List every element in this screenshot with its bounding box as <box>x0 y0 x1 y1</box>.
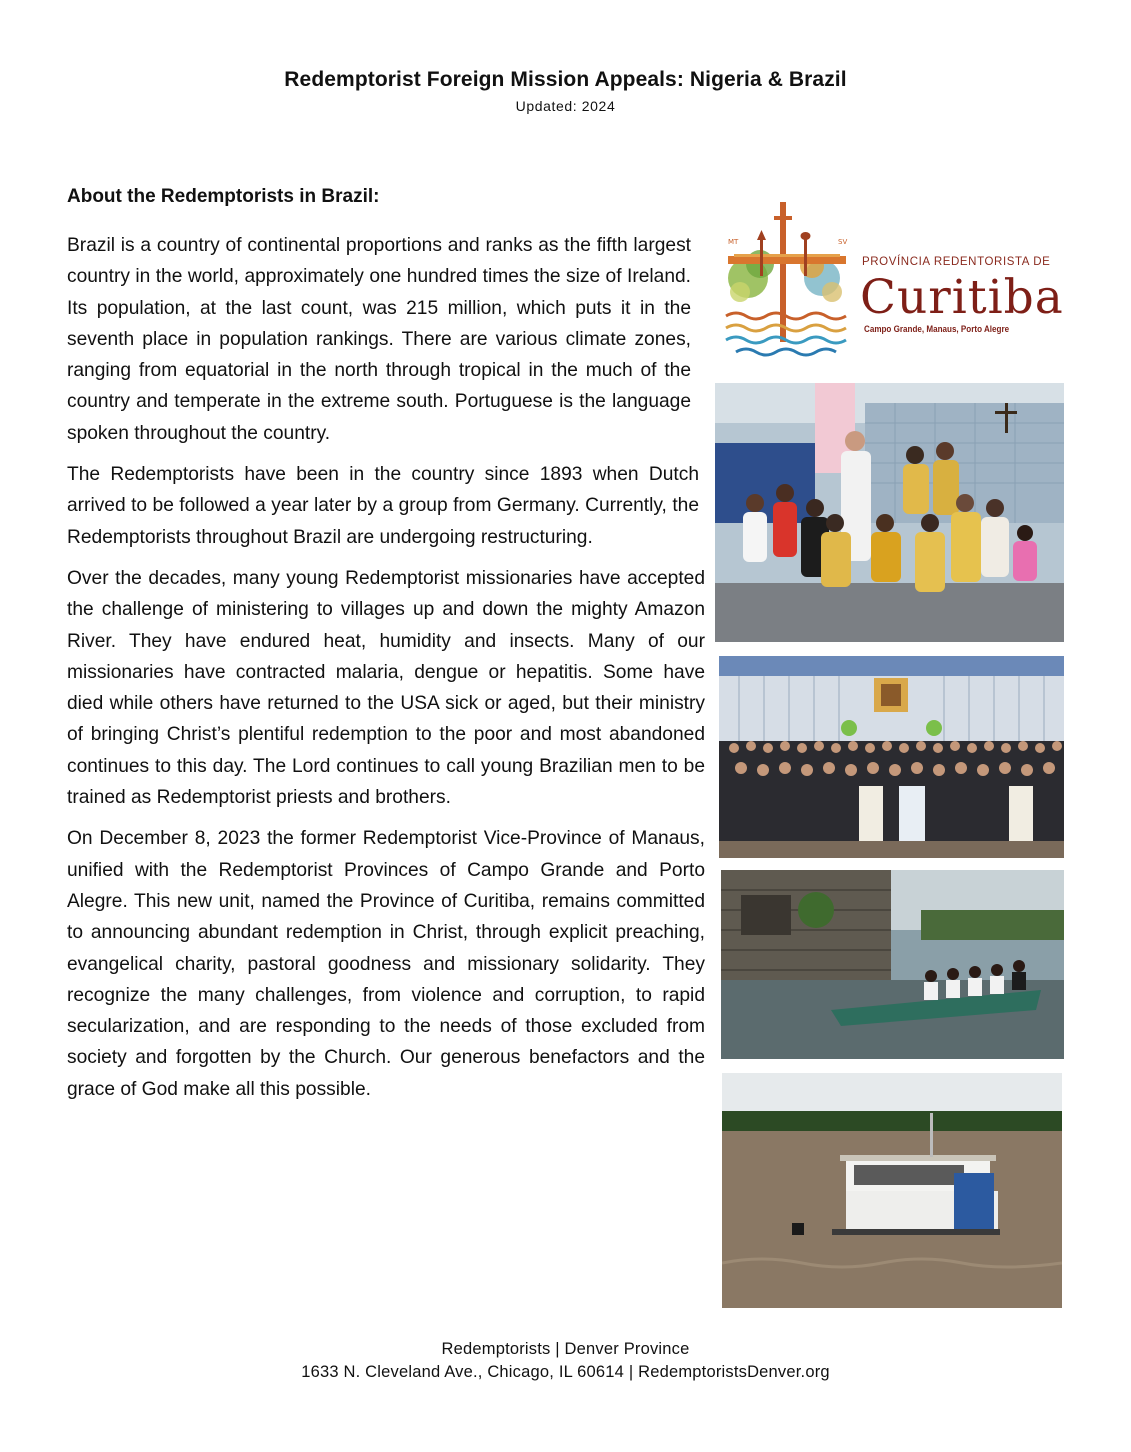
svg-text:MT: MT <box>728 238 739 246</box>
logo-subtitle: Campo Grande, Manaus, Porto Alegre <box>864 324 1010 335</box>
footer-organization: Redemptorists | Denver Province <box>441 1340 690 1358</box>
updated-date: Updated: 2024 <box>515 98 616 114</box>
province-logo <box>720 196 1064 368</box>
paragraph-amazon-missions: Over the decades, many young Redemptorist missionaries have accepted the challenge of ministering to villages up and down the mighty Amazon River. They have endured heat, humidity and insects. Many of our missionaries have contracted malaria, dengue or hepatitis. Some have died while others have returned to the USA sick or aged, but their ministry of bringing Christ’s plentiful redemption to the poor and most abandoned continues to this day. The Lord continues to call young Brazilian men to be trained as Redemptorist priests and brothers. <box>67 567 705 809</box>
article-body <box>67 230 705 1115</box>
logo-title: PROVÍNCIA REDENTORISTA DE <box>862 256 1051 268</box>
photo-river-canoe <box>721 870 1064 1059</box>
page-title: Redemptorist Foreign Mission Appeals: Nigeria & Brazil <box>284 68 847 91</box>
paragraph-province-of-curitiba: On December 8, 2023 the former Redemptorist Vice-Province of Manaus, unified with the Redemptorist Provinces of Campo Grande and Porto Alegre. This new unit, named the Province of Curitiba, remains committed to announcing abundant redemption in Christ, through explicit preaching, evangelical charity, pastoral goodness and missionary solidarity. They recognize the many challenges, from violence and corruption, to rapid secularization, and are responding to the needs of those excluded from society and forgotten by the Church. Our generous benefactors and the grace of God make all this possible. <box>67 828 705 1100</box>
page-footer <box>0 1338 1131 1384</box>
photo-parish-group <box>715 383 1064 642</box>
logo-name: Curitiba <box>860 270 1064 325</box>
photo-mission-boat <box>722 1073 1062 1308</box>
section-heading: About the Redemptorists in Brazil: <box>67 186 380 207</box>
cross-emblem-icon <box>720 196 860 368</box>
page-header <box>0 68 1131 114</box>
footer-address: 1633 N. Cleveland Ave., Chicago, IL 60614 | RedemptoristsDenver.org <box>301 1363 830 1381</box>
paragraph-brazil-overview: Brazil is a country of continental proportions and ranks as the fifth largest country in the world, approximately one hundred times the size of Ireland. Its population, at the last count, was 215 million, which puts it in the seventh place in population rankings. There are various climate zones, ranging from equatorial in the north through tropical in the much of the country and temperate in the extreme south. Portuguese is the language spoken throughout the country. <box>67 235 691 444</box>
svg-text:SV: SV <box>838 238 848 246</box>
paragraph-history: The Redemptorists have been in the country since 1893 when Dutch arrived to be followed a year later by a group from Germany. Currently, the Redemptorists throughout Brazil are undergoing restructuring. <box>67 464 699 548</box>
photo-assembly <box>719 656 1064 858</box>
